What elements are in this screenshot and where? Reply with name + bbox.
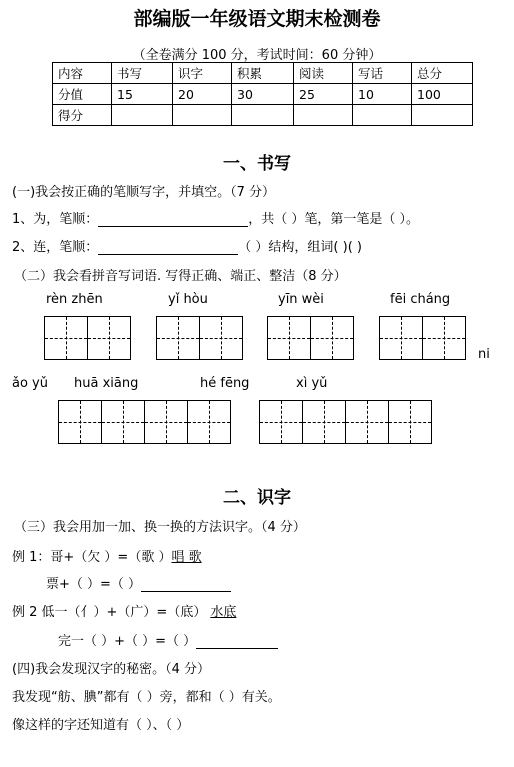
score-input-cell[interactable] xyxy=(112,105,173,126)
question-prompt: （三）我会用加一加、换一换的方法识字。（4 分） xyxy=(14,520,306,535)
writing-grid xyxy=(44,316,131,360)
question-line: 我发现“舫、腆”都有（ ）旁，都和（ ）有关。 xyxy=(12,690,281,705)
writing-grid xyxy=(267,316,354,360)
table-cell: 书写 xyxy=(112,63,173,84)
question-prompt: (一)我会按正确的笔顺写字，并填空。（7 分） xyxy=(12,185,276,200)
pinyin-label: xì yǔ xyxy=(296,376,328,391)
question-prompt: (四)我会发现汉字的秘密。（4 分） xyxy=(12,662,211,677)
question-text: ，共（ ）笔，第一笔是（ ）。 xyxy=(248,212,420,227)
answer-blank[interactable] xyxy=(98,226,248,227)
pinyin-label: huā xiāng xyxy=(74,376,139,391)
answer-blank[interactable] xyxy=(98,254,238,255)
pinyin-label: yǐ hòu xyxy=(168,292,208,307)
score-input-cell[interactable] xyxy=(232,105,294,126)
score-table xyxy=(52,62,473,126)
writing-cell[interactable] xyxy=(101,400,145,444)
score-input-cell[interactable] xyxy=(294,105,353,126)
writing-grid xyxy=(379,316,466,360)
writing-grid xyxy=(259,400,432,444)
table-cell: 识字 xyxy=(173,63,232,84)
pinyin-label: ǎo yǔ xyxy=(12,376,48,391)
question-line xyxy=(12,236,362,255)
answer-blank[interactable] xyxy=(196,648,278,649)
example-line xyxy=(12,546,202,565)
table-cell: 15 xyxy=(112,84,173,105)
question-line: 像这样的字还知道有（ ）、（ ） xyxy=(12,718,190,733)
writing-cell[interactable] xyxy=(87,316,131,360)
table-row xyxy=(53,105,473,126)
table-cell: 阅读 xyxy=(294,63,353,84)
writing-cell[interactable] xyxy=(310,316,354,360)
question-text: （ ）结构，组词( )( ) xyxy=(238,240,362,255)
question-text: 2、连，笔顺： xyxy=(12,240,99,255)
question-line xyxy=(46,573,231,592)
writing-cell[interactable] xyxy=(199,316,243,360)
writing-cell[interactable] xyxy=(345,400,389,444)
pinyin-label: rèn zhēn xyxy=(46,292,103,307)
table-cell: 10 xyxy=(353,84,412,105)
pinyin-label: yīn wèi xyxy=(278,292,324,307)
answer-blank[interactable] xyxy=(141,591,231,592)
score-input-cell[interactable] xyxy=(173,105,232,126)
table-row xyxy=(53,63,473,84)
writing-grid xyxy=(58,400,231,444)
overflow-text: ni xyxy=(478,347,490,362)
score-input-cell[interactable] xyxy=(412,105,473,126)
writing-cell[interactable] xyxy=(187,400,231,444)
table-cell: 总分 xyxy=(412,63,473,84)
section-heading-writing: 一、书写 xyxy=(223,154,291,174)
table-cell: 内容 xyxy=(53,63,112,84)
page-title: 部编版一年级语文期末检测卷 xyxy=(133,8,381,30)
writing-cell[interactable] xyxy=(388,400,432,444)
question-text: 票+（ ）=（ ） xyxy=(46,577,142,592)
example-text: 例 2 低一（亻）+（广）=（底） xyxy=(12,605,207,620)
writing-grid xyxy=(156,316,243,360)
example-line xyxy=(12,601,246,620)
pinyin-label: fēi cháng xyxy=(390,292,451,307)
writing-cell[interactable] xyxy=(156,316,200,360)
table-cell: 分值 xyxy=(53,84,112,105)
example-text: 例 1：哥+（欠 ）=（歌 ） xyxy=(12,550,172,565)
table-cell: 25 xyxy=(294,84,353,105)
pinyin-label: hé fēng xyxy=(200,376,250,391)
writing-cell[interactable] xyxy=(259,400,303,444)
writing-cell[interactable] xyxy=(58,400,102,444)
writing-cell[interactable] xyxy=(267,316,311,360)
table-cell: 得分 xyxy=(53,105,112,126)
writing-cell[interactable] xyxy=(44,316,88,360)
score-input-cell[interactable] xyxy=(353,105,412,126)
writing-cell[interactable] xyxy=(144,400,188,444)
writing-cell[interactable] xyxy=(379,316,423,360)
example-answer: 唱 歌 xyxy=(171,550,202,565)
question-line xyxy=(58,630,278,649)
table-cell: 100 xyxy=(412,84,473,105)
question-prompt: （二）我会看拼音写词语. 写得正确、端正、整洁（8 分） xyxy=(14,269,347,284)
table-cell: 写话 xyxy=(353,63,412,84)
exam-info: （全卷满分 100 分，考试时间：60 分钟） xyxy=(132,48,382,63)
example-answer: 水底 xyxy=(210,605,237,620)
question-text: 完一（ ）+（ ）=（ ） xyxy=(58,634,197,649)
table-row xyxy=(53,84,473,105)
question-text: 1、为，笔顺： xyxy=(12,212,99,227)
table-cell: 20 xyxy=(173,84,232,105)
section-heading-literacy: 二、识字 xyxy=(223,488,291,508)
table-cell: 30 xyxy=(232,84,294,105)
writing-cell[interactable] xyxy=(422,316,466,360)
writing-cell[interactable] xyxy=(302,400,346,444)
question-line xyxy=(12,208,419,227)
table-cell: 积累 xyxy=(232,63,294,84)
